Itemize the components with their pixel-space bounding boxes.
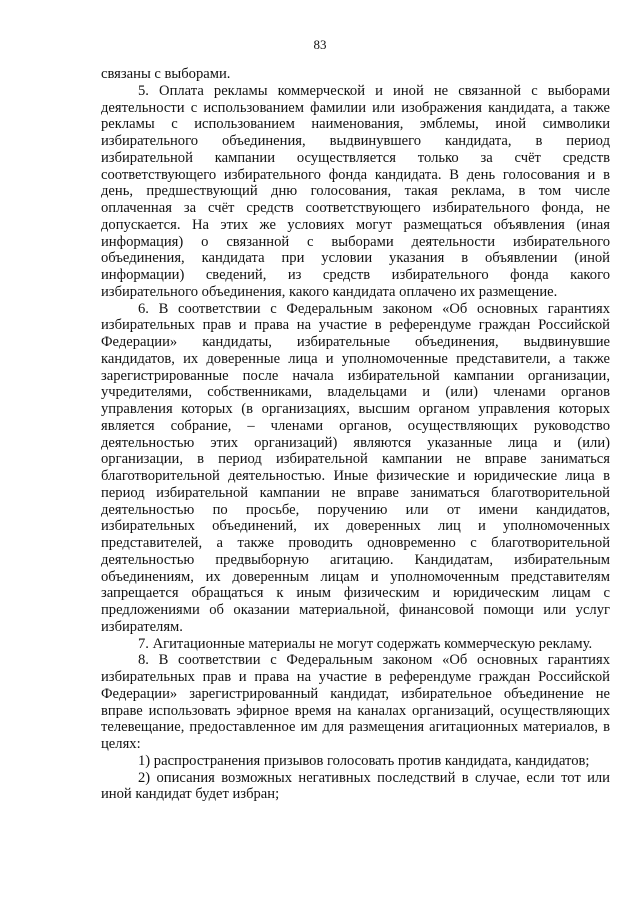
text-line: управления которых (в организациях, высшим органом управления которых — [101, 401, 610, 417]
text-line: избирателям. — [101, 618, 183, 635]
text-line: допускается. На этих же условиях могут размещаться объявления (иная — [101, 216, 610, 233]
text-line: зарегистрированные после начала избирательной кампании организации, — [101, 367, 610, 384]
text-line: деятельности с использованием фамилии или изображения кандидата, а также — [101, 99, 610, 116]
text-line: запрещается обращаться к иным физическим и юридическим лицам с — [101, 585, 610, 602]
document-body — [101, 66, 610, 803]
text-line: кандидатов, их доверенные лица и уполномоченные представители, а также — [101, 350, 610, 367]
text-line: Федерации» кандидаты, избирательные объединения, выдвинувшие — [101, 334, 610, 350]
text-line: период избирательной кампании не вправе заниматься благотворительной — [101, 484, 610, 501]
text-line: избирательных объединений, их доверенных лиц и уполномоченных — [101, 518, 610, 535]
text-line: информация) о связанной с выборами деятельности избирательного — [101, 233, 610, 250]
text-line: телевещание, предоставленное им для размещения агитационных материалов, в — [101, 719, 610, 736]
text-line: благотворительной деятельностью. Иные физические и юридические лица в — [101, 468, 610, 484]
text-line: рекламы с использованием наименования, эмблемы, иной символики — [101, 116, 610, 133]
text-line: предложениями об оказании материальной, финансовой помощи или услуг — [101, 602, 610, 618]
text-line: избирательной кампании осуществляется только за счёт средств — [101, 149, 610, 166]
text-line: вправе использовать эфирное время на каналах организаций, осуществляющих — [101, 702, 610, 719]
paragraph-item-7 — [101, 636, 610, 653]
page-number: 83 — [313, 37, 327, 52]
text-line: избирательных прав и права на участие в референдуме граждан Российской — [101, 317, 610, 334]
text-line: является собрание, – членами органов, осуществляющих руководство — [101, 417, 610, 434]
text-line: 2) описания возможных негативных последствий в случае, если тот или — [138, 769, 610, 786]
text-line: 5. Оплата рекламы коммерческой и иной не связанной с выборами — [138, 82, 610, 99]
paragraph-cont-4 — [101, 66, 610, 83]
text-line: связаны с выборами. — [101, 66, 231, 82]
text-line: 6. В соответствии с Федеральным законом «Об основных гарантиях — [138, 300, 610, 317]
text-line: избирательного объединения, выдвинувшего кандидата, в период — [101, 133, 610, 149]
text-line: организации, в период избирательной кампании не вправе заниматься — [101, 451, 610, 468]
text-line: деятельностью по просьбе, поручению или от имени кандидатов, — [101, 501, 610, 518]
text-line: представителей, а также проводить одновременно с благотворительной — [101, 535, 610, 551]
paragraph-item-6 — [101, 301, 610, 636]
text-line: соответствующего избирательного фонда кандидата. В день голосования и в — [101, 166, 610, 183]
paragraph-item-8 — [101, 652, 610, 753]
paragraph-item-5 — [101, 83, 610, 301]
text-line: целях: — [101, 736, 141, 752]
text-line: информации) сведений, из средств избирательного фонда какого — [101, 267, 610, 283]
paragraph-item-8-2 — [101, 770, 610, 804]
text-line: 7. Агитационные материалы не могут содержать коммерческую рекламу. — [138, 635, 593, 652]
text-line: избирательных прав и права на участие в референдуме граждан Российской — [101, 669, 610, 685]
text-line: учредителями, собственниками, владельцами и (или) членами органов — [101, 384, 610, 401]
text-line: избирательного объединения, какого кандидата оплачено их размещение. — [101, 283, 558, 300]
text-line: объединениям, их доверенным лицам и уполномоченным представителям — [101, 568, 610, 585]
text-line: 8. В соответствии с Федеральным законом «Об основных гарантиях — [138, 652, 610, 669]
text-line: 1) распространения призывов голосовать против кандидата, кандидатов; — [138, 752, 590, 769]
text-line: деятельностью этих организаций) являются указанные лица и (или) — [101, 434, 610, 451]
text-line: деятельностью предвыборную агитацию. Кандидатам, избирательным — [101, 551, 610, 568]
text-line: день, предшествующий дню голосования, такая реклама, в том числе — [101, 183, 610, 200]
paragraph-item-8-1 — [101, 753, 610, 770]
text-line: оплаченная за счёт средств соответствующего избирательного фонда, не — [101, 200, 610, 216]
text-line: Федерации» зарегистрированный кандидат, избирательное объединение не — [101, 685, 610, 702]
text-line: объединения, кандидата при условии указания в объявлении (иной — [101, 250, 610, 267]
text-line: иной кандидат будет избран; — [101, 786, 280, 803]
